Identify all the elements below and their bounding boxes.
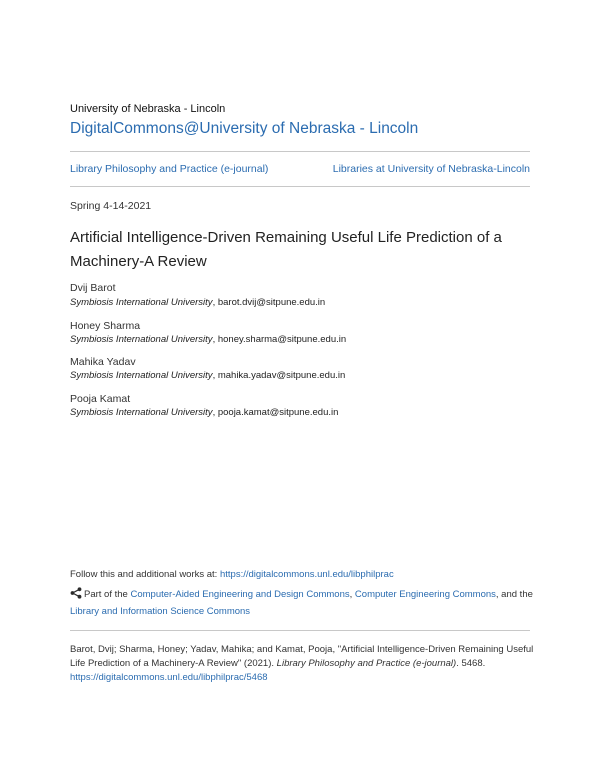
institution-name: University of Nebraska - Lincoln: [70, 103, 226, 115]
commons-link-cad[interactable]: Computer-Aided Engineering and Design Commons: [130, 589, 350, 600]
author-name: Dvij Barot: [70, 282, 116, 294]
share-icon: [70, 587, 82, 599]
author-affiliation: Symbiosis International University, honey.sharma@sitpune.edu.in: [70, 334, 347, 345]
author-university: Symbiosis International University: [70, 370, 213, 381]
author-university: Symbiosis International University: [70, 407, 213, 418]
citation-number: . 5468.: [456, 658, 486, 669]
citation-link[interactable]: https://digitalcommons.unl.edu/libphilprac/5468: [70, 672, 268, 683]
author-affiliation: Symbiosis International University, mahika.yadav@sitpune.edu.in: [70, 370, 346, 381]
recommended-citation: [70, 643, 540, 685]
citation-journal: Library Philosophy and Practice (e-journal): [276, 658, 457, 669]
follow-link[interactable]: https://digitalcommons.unl.edu/libphilprac: [219, 569, 394, 580]
follow-text: Follow this and additional works at:: [70, 569, 220, 580]
part-of-separator: ,: [349, 589, 355, 600]
repository-link[interactable]: DigitalCommons@University of Nebraska - Lincoln: [70, 120, 419, 137]
commons-link-computer-engineering[interactable]: Computer Engineering Commons: [354, 589, 496, 600]
follow-line: [70, 569, 394, 580]
commons-link-library-science[interactable]: Library and Information Science Commons: [70, 606, 251, 617]
author-name: Mahika Yadav: [70, 356, 136, 368]
part-of-prefix: Part of the: [84, 589, 131, 600]
author-affiliation: Symbiosis International University, barot.dvij@sitpune.edu.in: [70, 297, 326, 308]
publication-date: Spring 4-14-2021: [70, 200, 152, 212]
author-email: barot.dvij@sitpune.edu.in: [217, 297, 326, 308]
divider-bottom: [70, 630, 530, 631]
author-name: Pooja Kamat: [70, 393, 131, 405]
author-affiliation: Symbiosis International University, pooja.kamat@sitpune.edu.in: [70, 407, 339, 418]
author-university: Symbiosis International University: [70, 297, 213, 308]
libraries-link[interactable]: Libraries at University of Nebraska-Lincoln: [332, 163, 530, 175]
divider-top: [70, 151, 530, 152]
author-name: Honey Sharma: [70, 320, 141, 332]
author-university: Symbiosis International University: [70, 334, 213, 345]
author-email: honey.sharma@sitpune.edu.in: [217, 334, 347, 345]
journal-link[interactable]: Library Philosophy and Practice (e-journal): [70, 163, 269, 175]
article-title: Artificial Intelligence-Driven Remaining Useful Life Prediction of a Machinery-A Review: [70, 229, 502, 270]
part-of-separator: , and the: [495, 589, 533, 600]
author-email: pooja.kamat@sitpune.edu.in: [217, 407, 339, 418]
part-of-commons: [70, 586, 540, 620]
citation-text: Barot, Dvij; Sharma, Honey; Yadav, Mahika; and Kamat, Pooja, "Artificial Intelligence-Driven Remaining Useful Life Prediction of a Machinery-A Review" (2021).: [70, 644, 534, 669]
author-email: mahika.yadav@sitpune.edu.in: [217, 370, 346, 381]
divider-nav: [70, 186, 530, 187]
